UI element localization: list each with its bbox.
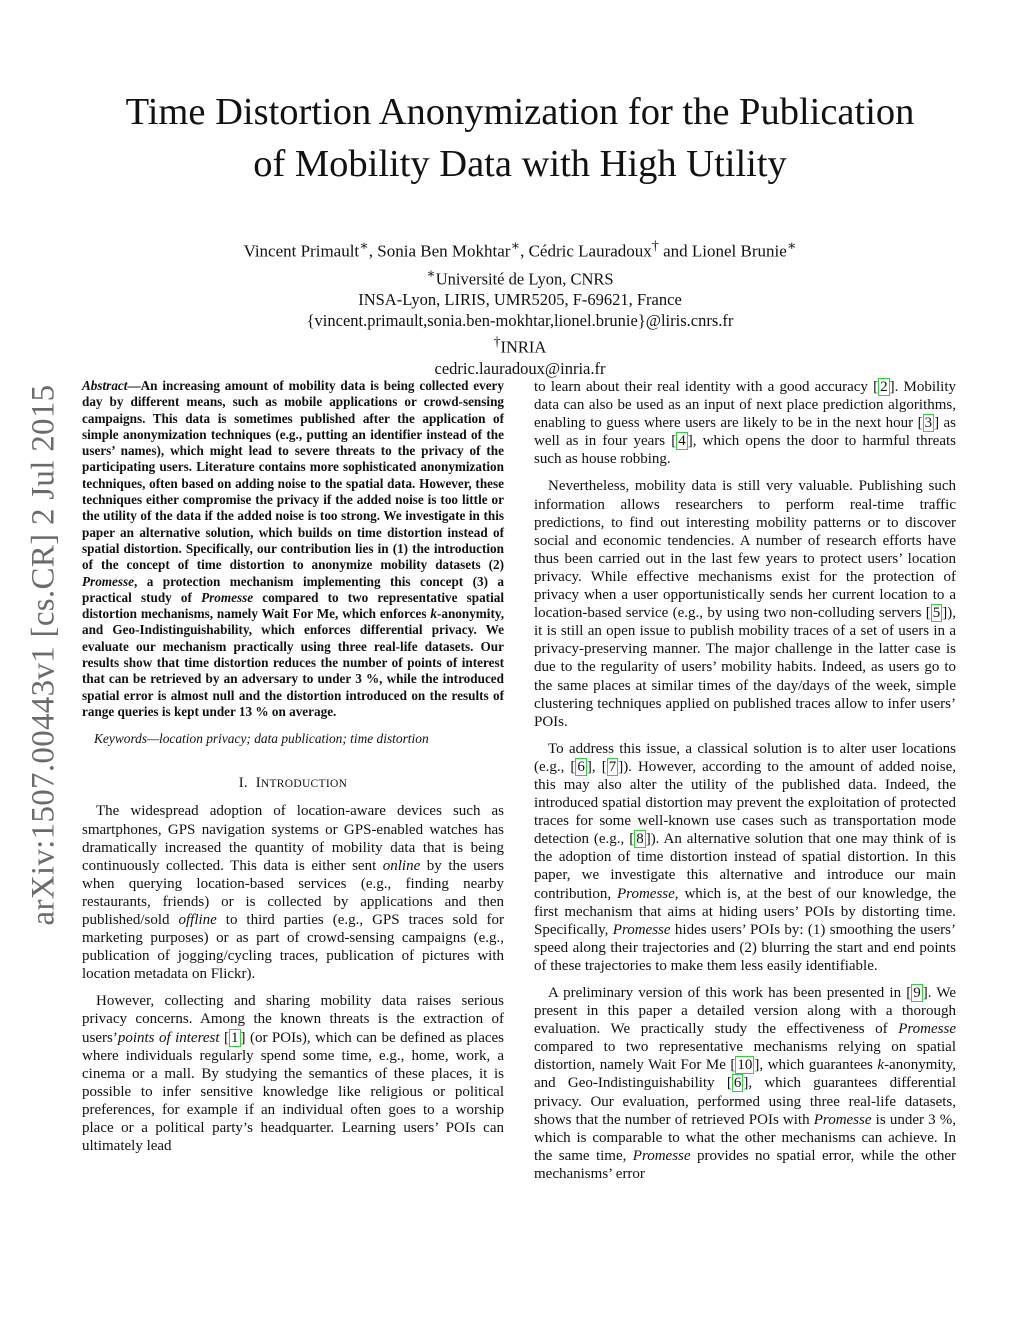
intro-paragraph-2: However, collecting and sharing mobility data raises serious privacy concerns. Among the known threats is the extraction of users’points of interest [ 1 ] (or POIs), which can be defined as places where individuals regularly spend some time, e.g., home, work, a cinema or a mall. By studying the semantics of these places, it is possible to infer sensitive knowledge like religious or political preferences, for example if an individual often goes to a worship place or a political party’s headquarter. Learning users’ POIs can ultimately lead [82,993,505,1155]
author-block [80,236,960,379]
title-line-2: of Mobility Data with High Utility [253,143,787,185]
citation-link[interactable]: 6 [733,1075,742,1092]
citation-link[interactable]: 4 [678,433,686,450]
affiliation-1-address: INSA-Lyon, LIRIS, UMR5205, F-69621, France [358,290,682,310]
affiliation-1: ∗Université de Lyon, CNRS [426,265,614,289]
arxiv-sidebar [22,375,66,935]
citation-link[interactable]: 7 [608,758,617,775]
citation-link[interactable]: 5 [932,605,941,622]
keywords: Keywords—location privacy; data publication; time distortion [94,731,429,747]
citation-link[interactable]: 9 [913,985,921,1001]
author-names: Vincent Primault∗, Sonia Ben Mokhtar∗, Cédric Lauradoux† and Lionel Brunie∗ [243,238,797,261]
citation-link[interactable]: 10 [737,1057,753,1074]
intro-paragraph-1: The widespread adoption of location-aware devices such as smartphones, GPS navigation systems or GPS-enabled watches has dramatically increased the quantity of mobility data that is being continuously collected. This data is either sent online by the users when querying location-based services (e.g., finding nearby restaurants, friends) or is collected by applications and then published/sold offline to third parties (e.g., GPS traces sold for marketing purposes) or as part of crowd-sensing campaigns (e.g., publication of jogging/cycling traces, publication of pictures with location metadata on Flickr). [82,803,504,983]
paper-title [80,86,960,190]
section-heading-introduction: I. INTRODUCTION [238,775,348,792]
right-column [534,378,956,1192]
citation-link[interactable]: 2 [880,379,888,395]
intro-paragraph-2-continued: to learn about their real identity with a good accuracy [ 2 ]. Mobility data can also be used as an input of next place prediction algorithms, enabling to guess where users are likely to be in the next hour [ 3 ] as well as in four years [ 4 ], which opens the door to harmful threats such as house robbing. [534,379,957,468]
intro-paragraph-5: A preliminary version of this work has been presented in [ 9 ]. We present in this paper a detailed version along with a thorough evaluation. We practically study the effectiveness of Promesse compared to two representative mechanisms relying on spatial distortion, namely Wait For Me [ 10 ], which guarantees k-anonymity, and Geo-Indistinguishability [ 6 ], which guarantees differential privacy. Our evaluation, performed using three real-life datasets, shows that the number of retrieved POIs with Promesse is under 3 %, which is comparable to what the other mechanisms can achieve. In the same time, Promesse provides no spatial error, while the other mechanisms’ error [534,985,956,1182]
citation-link[interactable]: 8 [636,831,644,848]
title-line-1: Time Distortion Anonymization for the Publication [125,91,915,133]
affiliation-1-email: {vincent.primault,sonia.ben-mokhtar,lionel.brunie}@liris.cnrs.fr [306,311,734,331]
citation-link[interactable]: 6 [577,758,585,775]
affiliation-2: †INRIA [493,334,547,357]
arxiv-identifier: arXiv:1507.00443v1 [cs.CR] 2 Jul 2015 [25,384,62,926]
citation-link[interactable]: 3 [924,415,933,432]
left-column [82,378,504,1164]
intro-paragraph-4: To address this issue, a classical solution is to alter user locations (e.g., [ 6 ], [ 7 ]). However, according to the amount of added noise, this may also alter the utility of the published data. Indeed, the introduced spatial distortion may prevent the exploitation of protected traces for some well-known use cases such as transportation mode detection (e.g., [ 8 ]). An alternative solution that one may think of is the adoption of time distortion instead of spatial distortion. In this paper, we investigate this alternative and introduce our main contribution, Promesse, which is, at the best of our knowledge, the first mechanism that aims at hiding users’ POIs by distorting time. Specifically, Promesse hides users’ POIs by: (1) smoothing the users’ speed along their trajectories and (2) blurring the start and end points of these trajectories to make them less easily identifiable. [534,740,957,974]
affiliation-2-email: cedric.lauradoux@inria.fr [434,358,606,378]
citation-link[interactable]: 1 [231,1029,239,1046]
abstract: Abstract—An increasing amount of mobility data is being collected every day by different means, such as mobile applications or crowd-sensing campaigns. This data is sometimes published after the application of simple anonymization techniques (e.g., putting an identifier instead of the users’ names), which might lead to severe threats to the privacy of the participating users. Literature contains more sophisticated anonymization techniques, often based on adding noise to the spatial data. However, these techniques either compromise the privacy if the added noise is too little or the utility of the data if the added noise is too strong. We investigate in this paper an alternative solution, which builds on time distortion instead of spatial distortion. Specifically, our contribution lies in (1) the introduction of the concept of time distortion to anonymize mobility datasets (2) Promesse, a protection mechanism implementing this concept (3) a practical study of Promesse compared to two representative spatial distortion mechanisms, namely Wait For Me, which enforces k-anonymity, and Geo-Indistinguishability, which enforces differential privacy. We evaluate our mechanism practically using three real-life datasets. Our results show that time distortion reduces the number of points of interest that can be retrieved by an adversary to under 3 %, while the introduced spatial error is almost null and the distortion introduced on the results of range queries is kept under 13 % on average. [82,378,504,719]
intro-paragraph-3: Nevertheless, mobility data is still very valuable. Publishing such information allows researchers to perform real-time traffic predictions, to find out interesting mobility patterns or to discover social and economic tendencies. A number of research efforts have thus been carried out in the last few years to protect users’ location privacy. While effective mechanisms exist for the protection of privacy when a user opportunistically sends her current location to a location-based service (e.g., by using two non-colluding servers [ 5 ]), it is still an open issue to publish mobility traces of a set of users in a privacy-preserving manner. The major challenge in the latter case is due to the regularity of users’ mobility habits. Indeed, as users go to the same places at similar times of the day/days of the week, simple clustering techniques applied on published traces allow to infer users’ POIs. [534,478,956,730]
